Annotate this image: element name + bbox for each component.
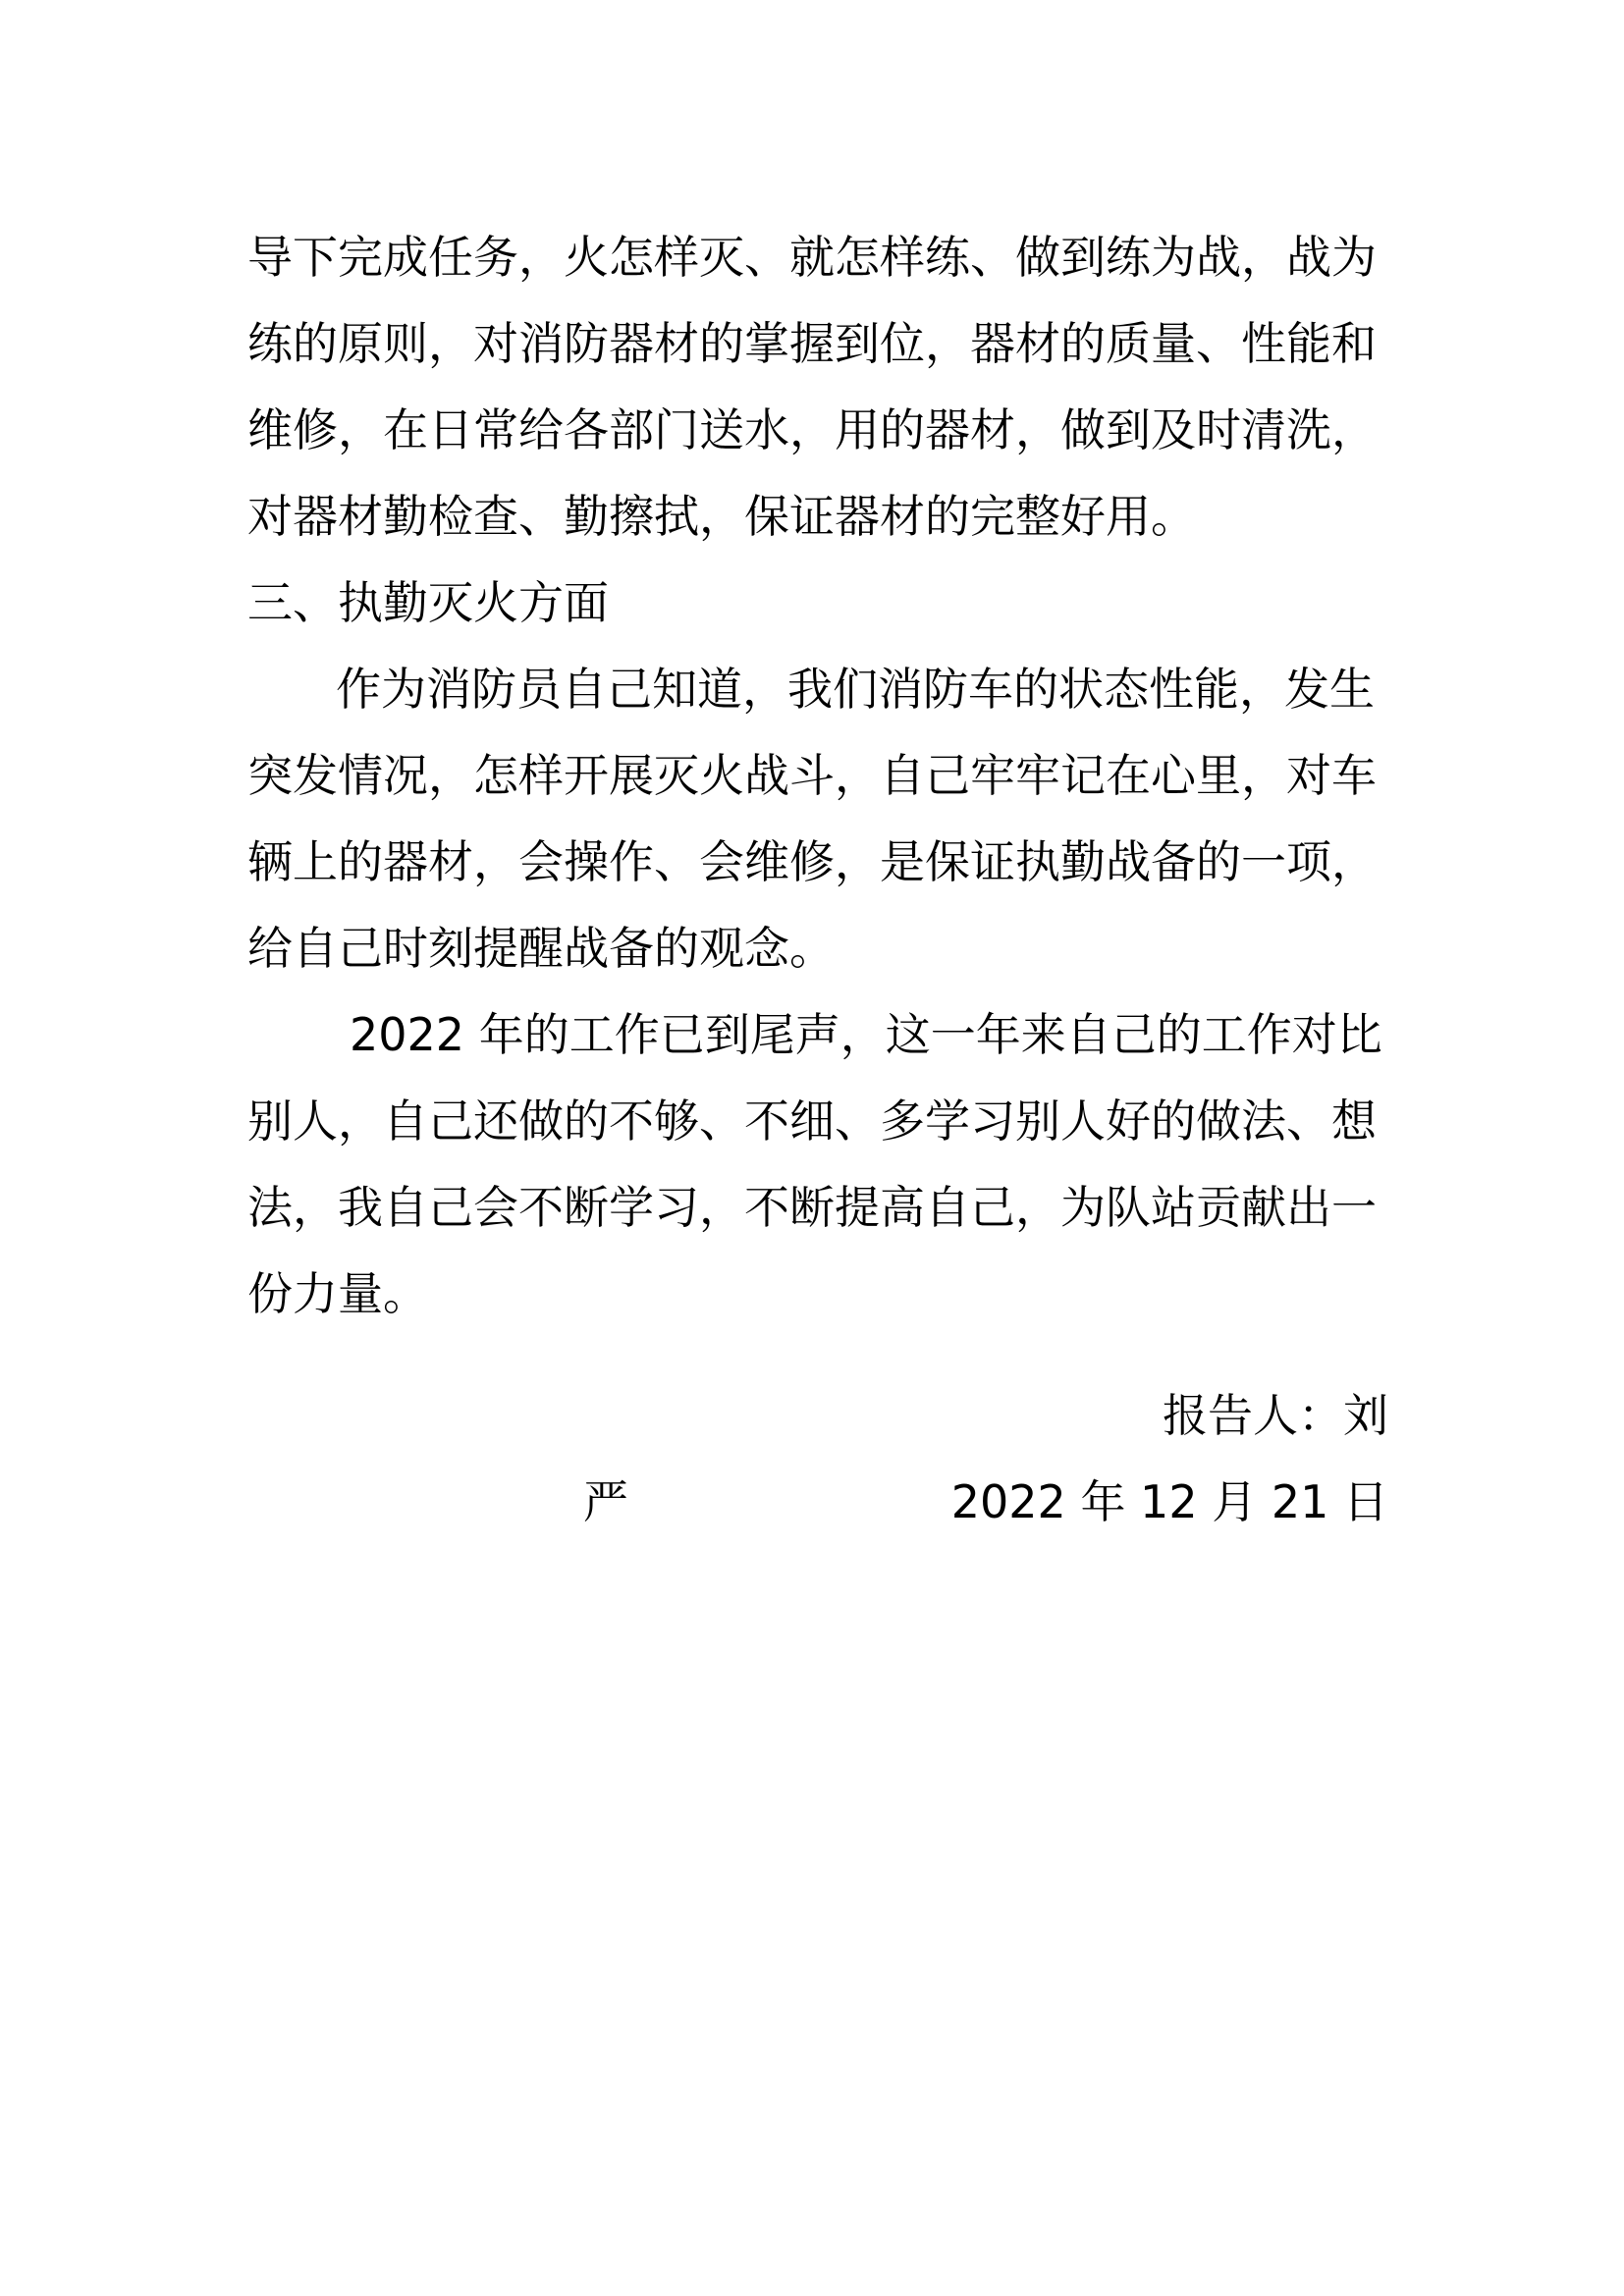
paragraph-line: 导下完成任务，火怎样灭、就怎样练、做到练为战，战为 xyxy=(247,231,1377,284)
reporter-label: 报告人：刘 xyxy=(1163,1389,1388,1442)
reporter-name-continued: 严 xyxy=(583,1475,628,1528)
paragraph-line: 作为消防员自己知道，我们消防车的状态性能，发生 xyxy=(336,663,1375,716)
report-date: 2022 年 12 月 21 日 xyxy=(950,1475,1388,1528)
paragraph-line: 练的原则，对消防器材的掌握到位，器材的质量、性能和 xyxy=(247,317,1377,370)
paragraph-line: 对器材勤检查、勤擦拭，保证器材的完整好用。 xyxy=(247,490,1196,543)
paragraph-line: 给自己时刻提醒战备的观念。 xyxy=(247,922,835,975)
paragraph-line: 维修，在日常给各部门送水，用的器材，做到及时清洗， xyxy=(247,403,1377,456)
paragraph-line: 法，我自己会不断学习，不断提高自己，为队站贡献出一 xyxy=(247,1181,1377,1234)
paragraph-line: 突发情况，怎样开展灭火战斗，自己牢牢记在心里，对车 xyxy=(247,749,1377,802)
paragraph-line: 别人，自己还做的不够、不细、多学习别人好的做法、想 xyxy=(247,1095,1377,1148)
paragraph-line: 2022 年的工作已到尾声，这一年来自己的工作对比 xyxy=(350,1008,1382,1061)
paragraph-line: 份力量。 xyxy=(247,1267,428,1320)
paragraph-line: 辆上的器材，会操作、会维修，是保证执勤战备的一项， xyxy=(247,835,1377,888)
section-heading: 三、执勤灭火方面 xyxy=(247,576,609,629)
